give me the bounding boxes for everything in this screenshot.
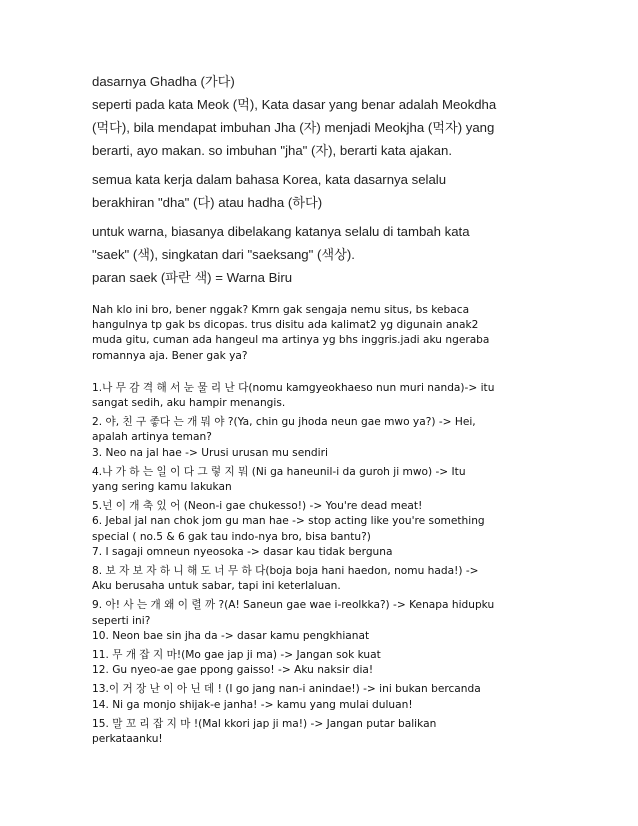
text-line: 6. Jebal jal nan chok jom gu man hae -> stop acting like you're something: [92, 515, 485, 528]
text-line: 8. 보 자 보 자 하 니 해 도 너 무 하 다(boja boja hani haedon, nomu hada!) ->: [92, 565, 479, 578]
text-line: 9. 아! 사 는 개 왜 이 렬 까 ?(A! Saneun gae wae i-reolkka?) -> Kenapa hidupku: [92, 599, 495, 612]
phrase-item-1: [92, 381, 562, 411]
text-line: "saek" (색), singkatan dari "saeksang" (색상).: [92, 247, 355, 262]
text-line: paran saek (파란 색) = Warna Biru: [92, 270, 293, 285]
text-line: 11. 무 개 잡 지 마!(Mo gae jap ji ma) -> Jangan sok kuat: [92, 649, 381, 662]
text-line: 12. Gu nyeo-ae gae ppong gaisso! -> Aku naksir dia!: [92, 664, 374, 677]
phrase-item-13: [92, 682, 562, 712]
text-line: semua kata kerja dalam bahasa Korea, kata dasarnya selalu: [92, 172, 447, 187]
text-line: special ( no.5 & 6 gak tau indo-nya bro, bisa bantu?): [92, 530, 371, 543]
intro-paragraph-1: [92, 70, 562, 162]
phrase-item-5: [92, 499, 562, 560]
text-line: seperti ini?: [92, 614, 151, 627]
text-line: Aku berusaha untuk sabar, tapi ini keterlaluan.: [92, 580, 341, 593]
text-line: 13.이 거 장 난 이 아 닌 데 ! (I go jang nan-i anindae!) -> ini bukan bercanda: [92, 683, 481, 696]
text-line: sangat sedih, aku hampir menangis.: [92, 397, 286, 410]
intro-paragraph-3: [92, 220, 562, 289]
text-line: apalah artinya teman?: [92, 431, 212, 444]
text-line: 14. Ni ga monjo shijak-e janha! -> kamu yang mulai duluan!: [92, 698, 413, 711]
text-line: Nah klo ini bro, bener nggak? Kmrn gak sengaja nemu situs, bs kebaca: [92, 304, 470, 316]
text-line: 10. Neon bae sin jha da -> dasar kamu pengkhianat: [92, 629, 370, 642]
text-line: berarti, ayo makan. so imbuhan "jha" (자), berarti kata ajakan.: [92, 143, 453, 158]
intro-paragraph-2: [92, 168, 562, 214]
text-line: seperti pada kata Meok (먹), Kata dasar yang benar adalah Meokdha: [92, 97, 497, 112]
phrase-item-2: [92, 415, 562, 461]
text-line: perkataanku!: [92, 733, 163, 746]
text-line: 1.나 무 감 격 해 서 눈 물 리 난 다(nomu kamgyeokhaeso nun muri nanda)-> itu: [92, 381, 495, 394]
text-line: yang sering kamu lakukan: [92, 481, 232, 494]
text-line: 3. Neo na jal hae -> Urusi urusan mu sendiri: [92, 446, 328, 459]
text-line: 4.나 가 하 는 일 이 다 그 렇 지 뭐 (Ni ga haneunil-i da guroh ji mwo) -> Itu: [92, 465, 466, 478]
phrase-item-9: [92, 598, 562, 644]
phrase-list: [92, 381, 562, 747]
phrase-item-11: [92, 648, 562, 678]
text-line: muda gitu, cuman ada hangeul ma artinya yg bhs inggris.jadi aku ngeraba: [92, 334, 490, 347]
phrase-item-4: [92, 465, 562, 495]
comment-paragraph: [92, 303, 562, 364]
text-line: untuk warna, biasanya dibelakang katanya selalu di tambah kata: [92, 224, 470, 239]
intro-section: [92, 70, 562, 289]
text-line: dasarnya Ghadha (가다): [92, 74, 235, 89]
text-line: 2. 야, 친 구 좋다 는 개 뭐 야 ?(Ya, chin gu jhoda neun gae mwo ya?) -> Hei,: [92, 416, 476, 429]
text-line: 5.넌 이 개 축 있 어 (Neon-i gae chukesso!) -> You're dead meat!: [92, 500, 423, 513]
text-line: berakhiran "dha" (다) atau hadha (하다): [92, 195, 323, 210]
text-line: romannya aja. Bener gak ya?: [92, 349, 248, 362]
text-line: 7. I sagaji omneun nyeosoka -> dasar kau tidak berguna: [92, 545, 393, 558]
text-line: 15. 말 꼬 리 잡 지 마 !(Mal kkori jap ji ma!) -> Jangan putar balikan: [92, 717, 437, 730]
phrase-item-15: [92, 717, 562, 747]
text-line: hangulnya tp gak bs dicopas. trus disitu ada kalimat2 yg digunain anak2: [92, 319, 479, 332]
text-line: (먹다), bila mendapat imbuhan Jha (자) menjadi Meokjha (먹자) yang: [92, 120, 495, 135]
document-page: [92, 70, 562, 747]
phrase-item-8: [92, 564, 562, 594]
